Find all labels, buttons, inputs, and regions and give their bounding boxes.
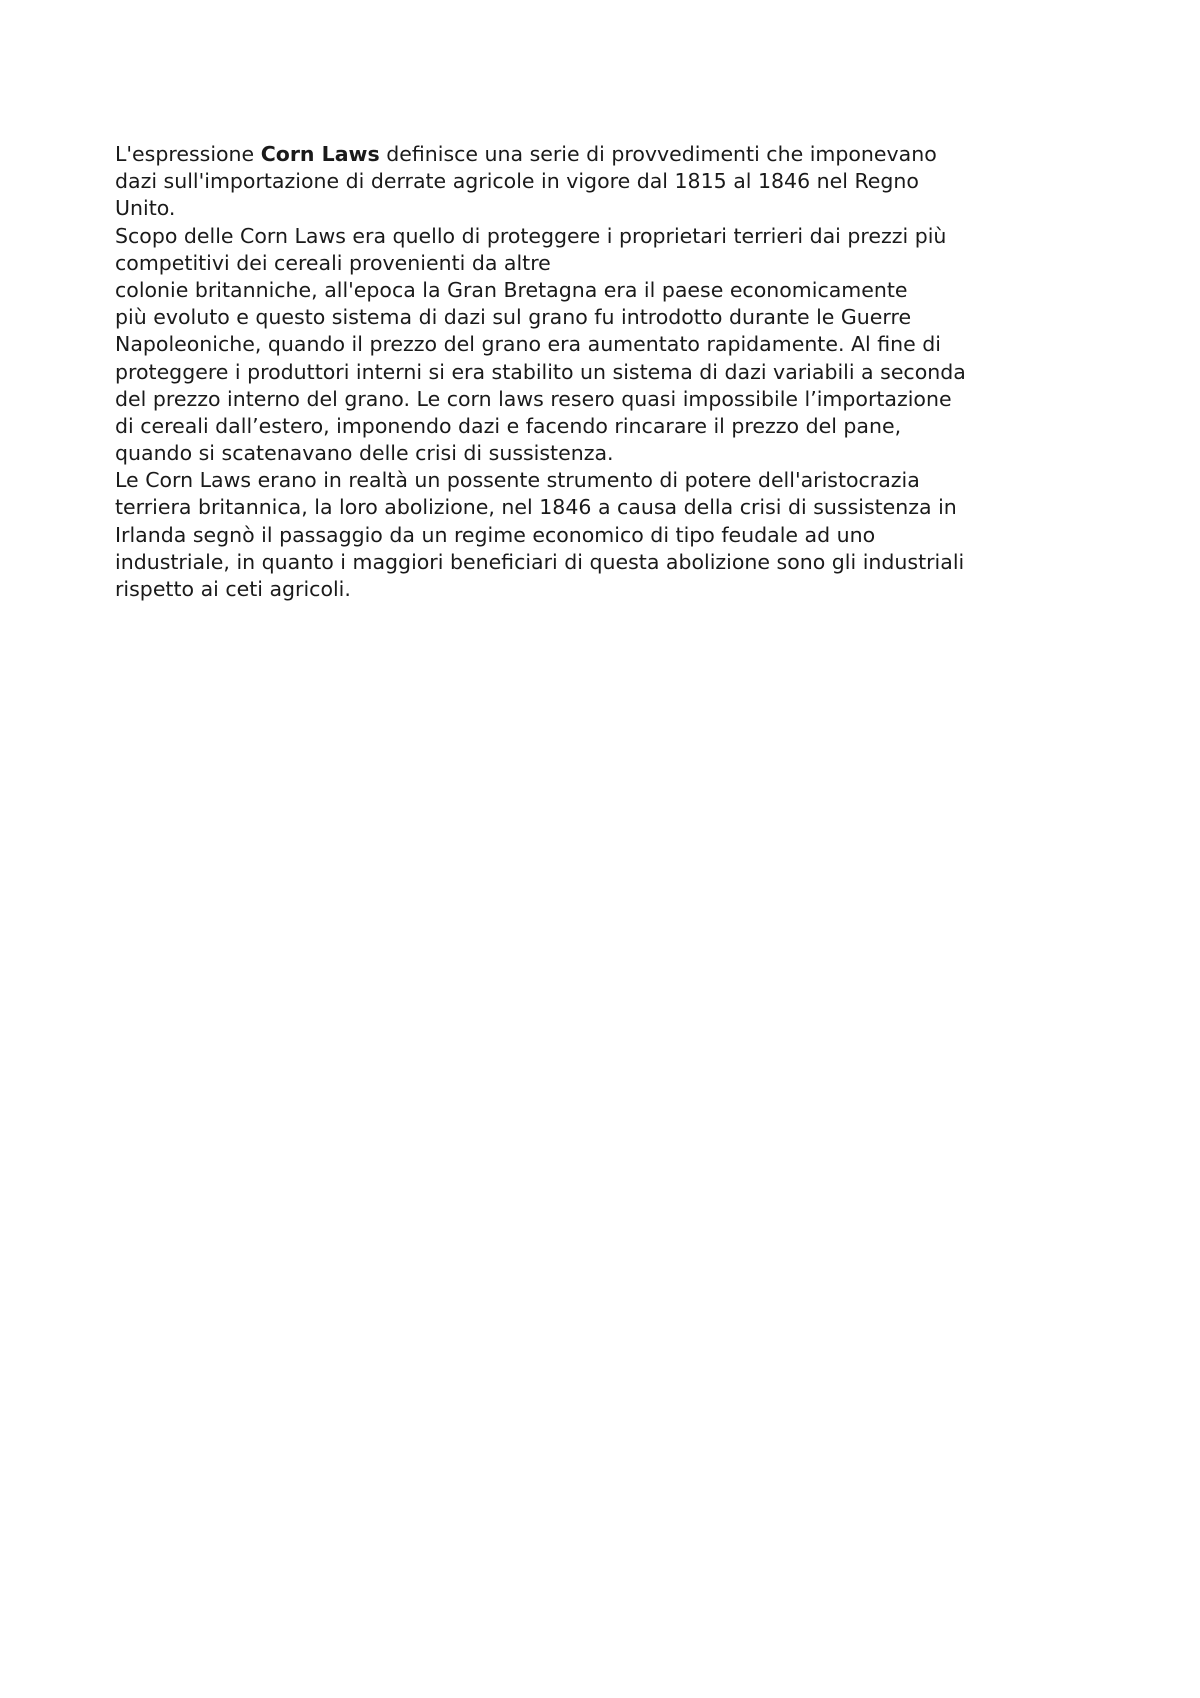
text-line: dazi sull'importazione di derrate agricole in vigore dal 1815 al 1846 nel Regno	[115, 169, 919, 194]
text-line: competitivi dei cereali provenienti da altre	[115, 250, 551, 275]
paragraph-purpose	[115, 223, 1105, 468]
text-line: Le Corn Laws erano in realtà un possente strumento di potere dell'aristocrazia	[115, 468, 920, 493]
bold-term-corn-laws: Corn Laws	[260, 142, 380, 166]
text-line: Unito.	[115, 196, 176, 221]
text-line: del prezzo interno del grano. Le corn laws resero quasi impossibile l’importazione	[115, 386, 952, 411]
text-line: proteggere i produttori interni si era stabilito un sistema di dazi variabili a seconda	[115, 359, 966, 384]
text-line	[115, 141, 1105, 168]
text-line: terriera britannica, la loro abolizione, nel 1846 a causa della crisi di sussistenza in	[115, 495, 957, 520]
text-line: rispetto ai ceti agricoli.	[115, 577, 351, 601]
text-line: quando si scatenavano delle crisi di sussistenza.	[115, 441, 614, 466]
text-line: Napoleoniche, quando il prezzo del grano era aumentato rapidamente. Al fine di	[115, 332, 941, 357]
paragraph-abolition	[115, 467, 1105, 603]
text-line: più evoluto e questo sistema di dazi sul grano fu introdotto durante le Guerre	[115, 305, 912, 330]
text-line: industriale, in quanto i maggiori beneficiari di questa abolizione sono gli industriali	[115, 549, 965, 574]
paragraph-intro	[115, 141, 1105, 223]
text-line: di cereali dall’estero, imponendo dazi e facendo rincarare il prezzo del pane,	[115, 413, 902, 438]
text-line: Irlanda segnò il passaggio da un regime economico di tipo feudale ad uno	[115, 522, 876, 547]
text-line: colonie britanniche, all'epoca la Gran Bretagna era il paese economicamente	[115, 277, 908, 302]
document-body	[115, 141, 1105, 603]
text-line: Scopo delle Corn Laws era quello di proteggere i proprietari terrieri dai prezzi più	[115, 223, 947, 248]
text-run: definisce una serie di provvedimenti che imponevano	[379, 142, 937, 166]
text-run: L'espressione	[115, 142, 261, 166]
